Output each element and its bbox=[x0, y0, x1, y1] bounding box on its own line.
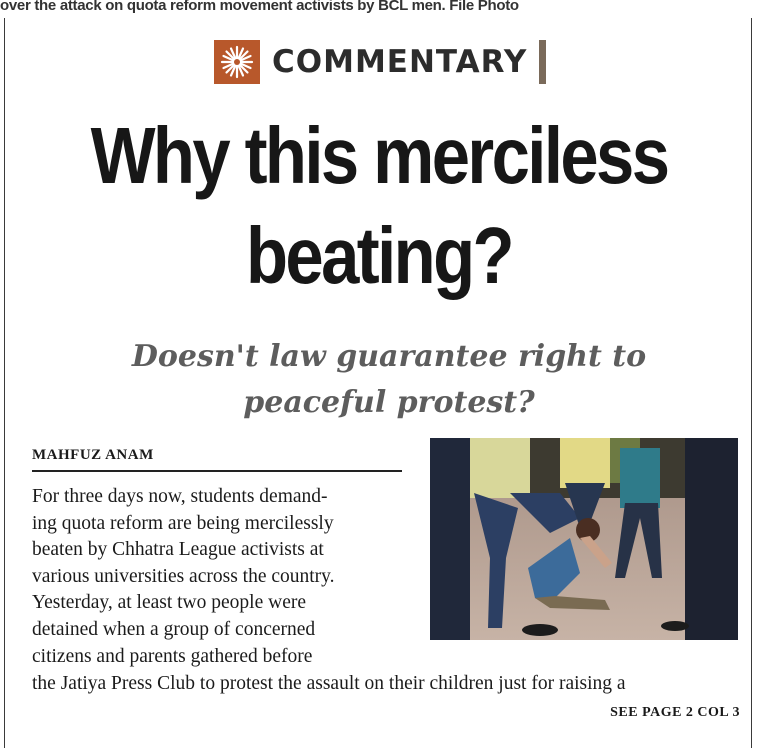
body-line: Yesterday, at least two people were bbox=[32, 592, 306, 614]
body-line: detained when a group of concerned bbox=[32, 618, 316, 640]
body-line-full-width: the Jatiya Press Club to protest the assault on their children just for raising a bbox=[32, 673, 626, 694]
subheadline bbox=[20, 334, 758, 426]
subheadline-line-2: peaceful protest? bbox=[243, 385, 535, 420]
sunburst-icon bbox=[214, 40, 260, 84]
kicker-bar bbox=[539, 40, 546, 84]
body-line: various universities across the country. bbox=[32, 565, 335, 587]
headline bbox=[62, 106, 697, 306]
cut-off-caption-line: over the attack on quota reform movement activists by BCL men. File Photo bbox=[0, 0, 519, 14]
continuation-note: SEE PAGE 2 COL 3 bbox=[610, 705, 740, 720]
section-label: COMMENTARY bbox=[272, 44, 528, 80]
section-kicker bbox=[214, 40, 546, 84]
byline-rule bbox=[32, 470, 402, 472]
body-line: citizens and parents gathered before bbox=[32, 645, 313, 667]
author-byline: MAHFUZ ANAM bbox=[32, 447, 154, 463]
body-line: ing quota reform are being mercilessly bbox=[32, 512, 334, 534]
body-line: For three days now, students demand- bbox=[32, 486, 328, 507]
subheadline-line-1: Doesn't law guarantee right to bbox=[131, 339, 647, 374]
article-body bbox=[32, 484, 410, 670]
body-line: beaten by Chhatra League activists at bbox=[32, 539, 324, 561]
headline-line-2: beating? bbox=[245, 211, 513, 300]
news-photo bbox=[430, 438, 738, 640]
headline-line-1: Why this merciless bbox=[90, 111, 668, 200]
